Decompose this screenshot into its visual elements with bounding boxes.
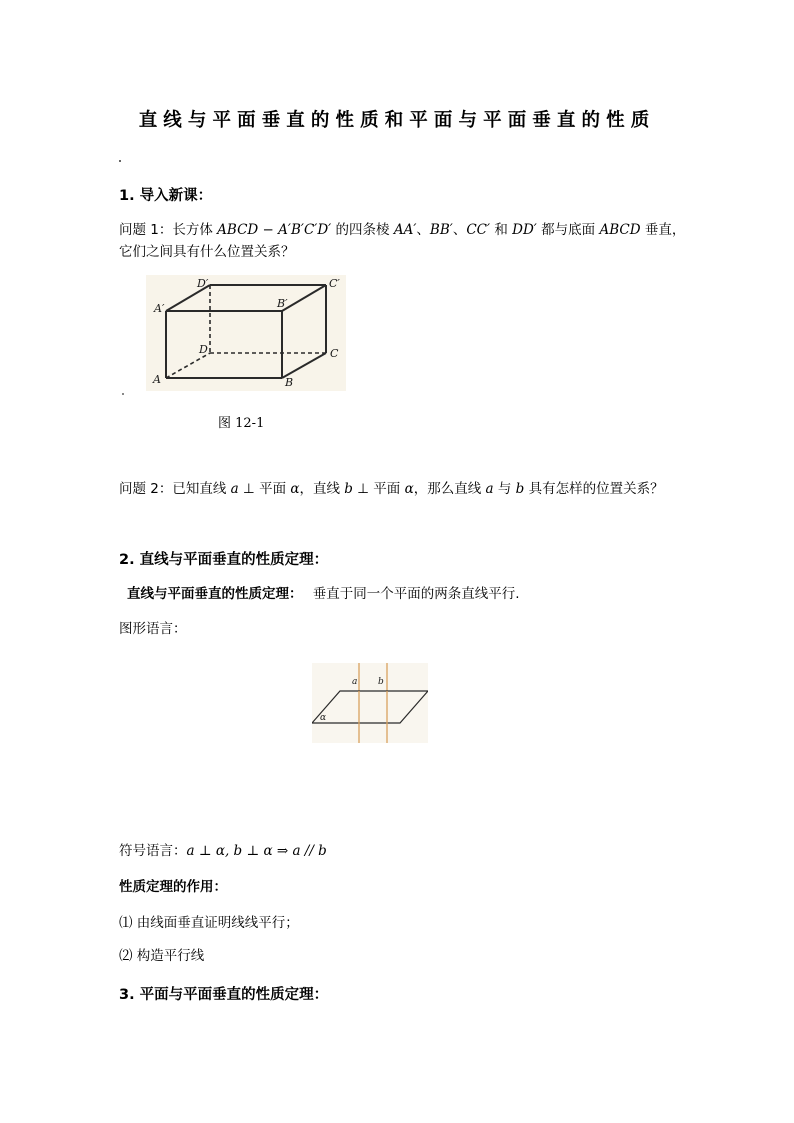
theorem-line: [127, 583, 520, 605]
q1-edge-dd: DD′: [512, 222, 537, 238]
q1-edge-cc: CC′: [466, 222, 491, 238]
role-item-1: ⑴ 由线面垂直证明线线平行；: [119, 915, 299, 931]
plane-label-b: b: [378, 677, 384, 687]
label-b1: B′: [277, 297, 288, 310]
label-a1: A′: [154, 302, 165, 315]
label-a: A: [153, 373, 161, 386]
theorem-text: 垂直于同一个平面的两条直线平行.: [312, 586, 520, 602]
q1-mid2: 都与底面: [536, 222, 600, 238]
question-1-line-2: 它们之间具有什么位置关系？: [119, 244, 295, 260]
edge-b1-c1: [282, 285, 326, 311]
q1-box-name: ABCD − A′B′C′D′: [217, 222, 332, 238]
q2-line-a-2: a: [485, 481, 494, 497]
q2-alpha-2: α: [404, 481, 414, 497]
q2-prefix: 问题 2：已知直线: [119, 481, 231, 497]
role-item-2: ⑵ 构造平行线: [119, 948, 205, 964]
q1-edge-bb: BB′: [429, 222, 453, 238]
label-d1: D′: [197, 277, 209, 290]
theorem-label: 直线与平面垂直的性质定理：: [127, 586, 303, 602]
graphic-language-label: 图形语言：: [119, 621, 187, 637]
q2-line-a: a: [230, 481, 239, 497]
q1-base: ABCD: [599, 222, 641, 238]
q1-sep2: 、: [452, 222, 467, 238]
role-heading: 性质定理的作用：: [119, 879, 227, 895]
symbol-expression: a ⊥ α, b ⊥ α ⇒ a // b: [186, 843, 327, 859]
q2-then: ，那么直线: [413, 481, 486, 497]
label-c: C: [330, 347, 339, 360]
q1-edge-aa: AA′: [393, 222, 417, 238]
symbol-language: [119, 840, 327, 862]
q2-end: 具有怎样的位置关系？: [524, 481, 664, 497]
q1-mid1: 的四条棱: [331, 222, 394, 238]
cuboid-diagram: [146, 275, 346, 391]
paragraph-mark-2: [122, 393, 124, 395]
edge-b-c: [282, 353, 326, 378]
q1-end: 垂直，: [640, 222, 686, 238]
plane-diagram: [312, 663, 428, 743]
hidden-edge-a-d: [166, 353, 210, 378]
question-1-line-1: [119, 219, 685, 241]
q2-perp2: ⊥ 平面: [352, 481, 405, 497]
cuboid-figure: [146, 275, 346, 391]
section-3-heading: 3. 平面与平面垂直的性质定理：: [119, 987, 329, 1003]
q1-sep1: 、: [416, 222, 430, 238]
q1-and: 和: [490, 222, 513, 238]
q2-alpha-1: α: [290, 481, 300, 497]
q2-line-b-2: b: [515, 481, 525, 497]
plane-label-alpha: α: [320, 713, 327, 723]
plane-alpha: [312, 691, 428, 723]
page-title: 直线与平面垂直的性质和平面与平面垂直的性质: [138, 110, 656, 131]
question-2: [119, 478, 664, 500]
figure-caption: 图 12-1: [218, 416, 265, 431]
q2-line-b: b: [344, 481, 353, 497]
q2-with: 与: [493, 481, 516, 497]
q1-prefix: 问题 1：长方体: [119, 222, 218, 238]
plane-label-a: a: [352, 677, 358, 687]
plane-figure: [312, 663, 428, 743]
section-1-heading: 1. 导入新课：: [119, 188, 213, 204]
label-c1: C′: [329, 277, 340, 290]
q2-mid: ，直线: [299, 481, 345, 497]
label-b: B: [285, 376, 294, 389]
section-2-heading: 2. 直线与平面垂直的性质定理：: [119, 552, 329, 568]
label-d: D: [199, 343, 208, 356]
q2-perp1: ⊥ 平面: [238, 481, 291, 497]
paragraph-mark: [119, 160, 121, 162]
symbol-label: 符号语言：: [119, 843, 187, 859]
